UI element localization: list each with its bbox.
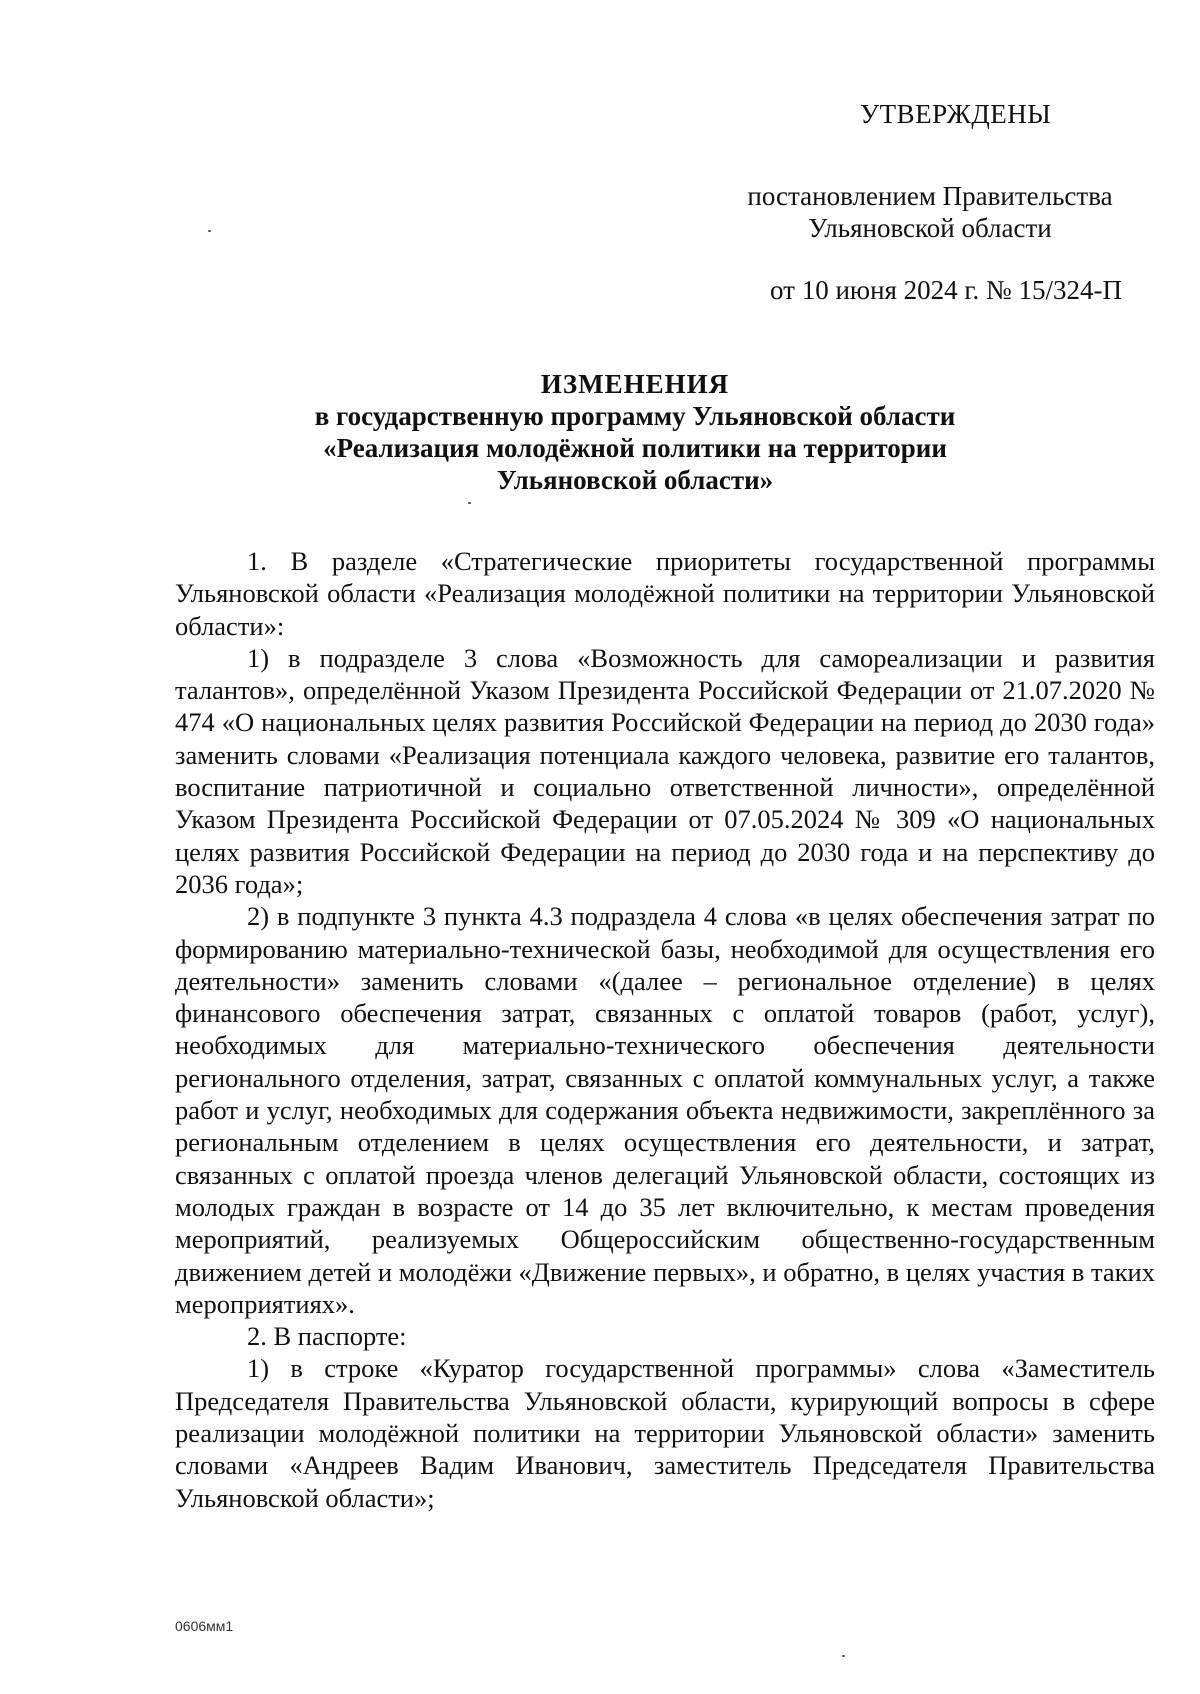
title-line-2: «Реализация молодёжной политики на территории (323, 433, 947, 463)
decree-date-number: от 10 июня 2024 г. № 15/324-П (770, 275, 1122, 305)
title-heading: ИЗМЕНЕНИЯ (540, 369, 730, 399)
footer-document-code: 0606мм1 (175, 1618, 234, 1634)
document-body (175, 545, 1155, 1514)
paragraph-item-1-2: 2) в подпункте 3 пункта 4.3 подраздела 4 слова «в целях обеспечения затрат по формированию материально-технической базы, необходимой для осуществления его деятельности» заменить словами «(далее – региональное отделение) в целях финансового обеспечения затрат, связанных с оплатой товаров (работ, услуг), необходимых для материально-технического обеспечения деятельности регионального отделения, затрат, связанных с оплатой коммунальных услуг, а также работ и услуг, необходимых для содержания объекта недвижимости, закреплённого за региональным отделением в целях осуществления его деятельности, и затрат, связанных с оплатой проезда членов делегаций Ульяновской области, состоящих из молодых граждан в возрасте от 14 до 35 лет включительно, к местам проведения мероприятий, реализуемых Общероссийским общественно-государственным движением детей и молодёжи «Движение первых», и обратно, в целях участия в таких мероприятиях». (175, 901, 1155, 1319)
title-line-1: в государственную программу Ульяновской области (314, 401, 956, 431)
document-title (175, 368, 1095, 496)
approval-stamp-block (720, 98, 1140, 306)
decree-line-1: постановлением Правительства (747, 181, 1113, 211)
decree-line-2: Ульяновской области (808, 213, 1052, 243)
paragraph-item-2-1: 1) в строке «Куратор государственной программы» слова «Заместитель Председателя Правительства Ульяновской области, курирующий вопросы в сфере реализации молодёжной политики на территории Ульяновской области» заменить словами «Андреев Вадим Иванович, заместитель Председателя Правительства Ульяновской области»; (175, 1353, 1155, 1513)
paragraph-section-1: 1. В разделе «Стратегические приоритеты государственной программы Ульяновской области «Реализация молодёжной политики на территории Ульяновской области»: (175, 546, 1155, 641)
paragraph-item-1-1: 1) в подразделе 3 слова «Возможность для самореализации и развития талантов», определённой Указом Президента Российской Федерации от 21.07.2020 № 474 «О национальных целях развития Российской Федерации на период до 2030 года» заменить словами «Реализация потенциала каждого человека, развитие его талантов, воспитание патриотичной и социально ответственной личности», определённой Указом Президента Российской Федерации от 07.05.2024 № 309 «О национальных целях развития Российской Федерации на период до 2030 года и на перспективу до 2036 года»; (175, 642, 1155, 899)
title-line-3: Ульяновской области» (496, 465, 774, 495)
scan-speck (468, 502, 471, 504)
scan-speck (208, 230, 211, 232)
paragraph-section-2: 2. В паспорте: (247, 1321, 407, 1352)
approved-label: УТВЕРЖДЕНЫ (860, 99, 1052, 129)
scan-speck (842, 1655, 845, 1657)
